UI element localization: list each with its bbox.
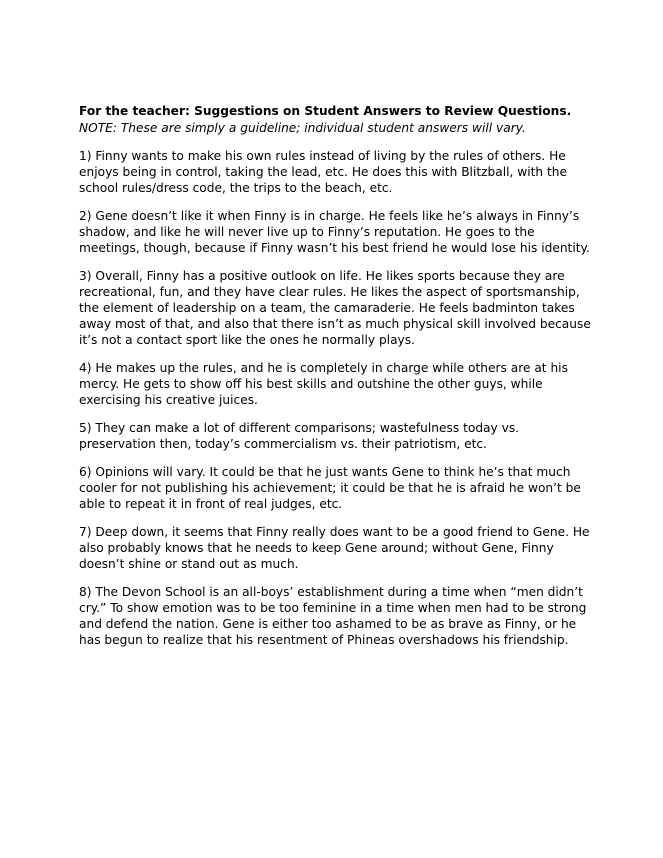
answer-line: recreational, fun, and they have clear rules. He likes the aspect of sportsmanship, — [79, 285, 580, 299]
answer-line: the element of leadership on a team, the camaraderie. He feels badminton takes — [79, 301, 575, 315]
answer-line: shadow, and like he will never live up to Finny’s reputation. He goes to the — [79, 225, 535, 239]
answer-line: 8) The Devon School is an all-boys’ establishment during a time when “men didn’t — [79, 585, 583, 599]
answer-1 — [79, 148, 597, 196]
document-note: NOTE: These are simply a guideline; individual student answers will vary. — [79, 121, 526, 135]
answer-line: away most of that, and also that there isn’t as much physical skill involved because — [79, 317, 591, 331]
answer-line: and defend the nation. Gene is either too ashamed to be as brave as Finny, or he — [79, 617, 577, 631]
answer-4 — [79, 360, 597, 408]
answer-line: 1) Finny wants to make his own rules instead of living by the rules of others. He — [79, 149, 566, 163]
document-page — [79, 103, 597, 660]
answer-3 — [79, 268, 597, 348]
answer-5 — [79, 420, 597, 452]
answer-line: able to repeat it in front of real judges, etc. — [79, 497, 343, 511]
answers-list — [79, 148, 597, 648]
answer-line: enjoys being in control, taking the lead, etc. He does this with Blitzball, with the — [79, 165, 567, 179]
answer-line: it’s not a contact sport like the ones he normally plays. — [79, 333, 415, 347]
answer-8 — [79, 584, 597, 648]
answer-line: 3) Overall, Finny has a positive outlook on life. He likes sports because they are — [79, 269, 565, 283]
answer-2 — [79, 208, 597, 256]
answer-line: 2) Gene doesn’t like it when Finny is in charge. He feels like he’s always in Finny’s — [79, 209, 580, 223]
answer-line: school rules/dress code, the trips to the beach, etc. — [79, 181, 393, 195]
answer-line: mercy. He gets to show off his best skills and outshine the other guys, while — [79, 377, 543, 391]
document-heading: For the teacher: Suggestions on Student Answers to Review Questions. — [79, 104, 572, 118]
answer-6 — [79, 464, 597, 512]
answer-line: exercising his creative juices. — [79, 393, 258, 407]
answer-line: 6) Opinions will vary. It could be that he just wants Gene to think he’s that much — [79, 465, 571, 479]
answer-line: doesn’t shine or stand out as much. — [79, 557, 299, 571]
answer-line: 7) Deep down, it seems that Finny really does want to be a good friend to Gene. He — [79, 525, 590, 539]
answer-line: also probably knows that he needs to keep Gene around; without Gene, Finny — [79, 541, 554, 555]
answer-line: has begun to realize that his resentment of Phineas overshadows his friendship. — [79, 633, 569, 647]
answer-line: 5) They can make a lot of different comparisons; wastefulness today vs. — [79, 421, 520, 435]
answer-7 — [79, 524, 597, 572]
answer-line: cooler for not publishing his achievement; it could be that he is afraid he won’t be — [79, 481, 581, 495]
answer-line: 4) He makes up the rules, and he is completely in charge while others are at his — [79, 361, 568, 375]
answer-line: preservation then, today’s commercialism vs. their patriotism, etc. — [79, 437, 487, 451]
answer-line: meetings, though, because if Finny wasn’t his best friend he would lose his identity. — [79, 241, 590, 255]
answer-line: cry.” To show emotion was to be too feminine in a time when men had to be strong — [79, 601, 587, 615]
